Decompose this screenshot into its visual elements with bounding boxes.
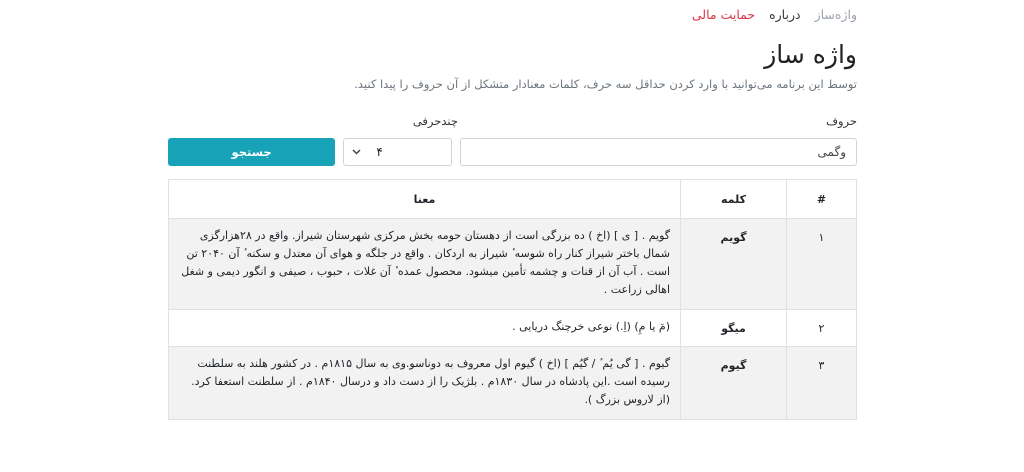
table-row [169, 219, 857, 310]
nav-about-link[interactable]: درباره [769, 6, 801, 22]
row-meaning: گیوم . [ گی یُم ٔ / گیُم ] (اخ ) گیوم اول معروف به دوناسو.وی به سال ۱۸۱۵م . در کشور هلند به سلطنت رسیده است .این پادشاه در سال ۱۸۳۰م . بلژیک را از دست داد و درسال ۱۸۴۰م . از سلطنت استعفا کرد. (از لاروس بزرگ ). [169, 347, 681, 420]
results-table [168, 179, 857, 420]
letter-count-select[interactable] [343, 138, 452, 166]
form-labels [168, 114, 857, 132]
table-header-row [169, 180, 857, 219]
row-meaning: گویم . [ ی ] (اخ ) ده بزرگی است از دهستان حومه بخش مرکزی شهرستان شیراز. واقع در ۲۸هزارگزی شمال باختر شیراز کنار راه شوسه ٔ شیراز به اردکان . واقع در جلگه و هوای آن معتدل و سکنه ٔ آن ۲۰۴۰ تن است . آب آن از قنات و چشمه تأمین میشود. محصول عمده ٔ آن غلات ، حبوب ، صیفی و انگور دیمی و شغل اهالی زراعت . [169, 219, 681, 310]
table-row [169, 310, 857, 347]
row-word: گویم [681, 219, 787, 310]
letters-label: حروف [826, 114, 857, 128]
row-meaning: (مَ یا مِ) (اِ.) نوعی خرچنگ دریایی . [169, 310, 681, 347]
nav-brand-link[interactable]: واژه‌ساز [814, 6, 857, 22]
row-num: ۲ [787, 310, 857, 347]
nav-donate-link[interactable]: حمایت مالی [691, 6, 756, 22]
row-num: ۳ [787, 347, 857, 420]
page-title: واژه ساز [764, 40, 857, 69]
search-button[interactable]: جستجو [168, 138, 335, 166]
row-word: گیوم [681, 347, 787, 420]
top-nav [168, 0, 857, 28]
chevron-down-icon [352, 147, 361, 158]
table-row [169, 347, 857, 420]
count-label: چندحرفی [412, 114, 458, 128]
letter-count-value: ۴ [376, 145, 383, 159]
page-description: توسط این برنامه می‌توانید با وارد کردن حداقل سه حرف، کلمات معنادار متشکل از آن حروف را پیدا کنید. [354, 77, 857, 91]
header-meaning: معنا [169, 180, 681, 219]
header-word: کلمه [681, 180, 787, 219]
row-word: میگو [681, 310, 787, 347]
letters-input[interactable] [460, 138, 857, 166]
row-num: ۱ [787, 219, 857, 310]
search-form [168, 138, 857, 166]
header-num: # [787, 180, 857, 219]
main-container [168, 0, 857, 420]
